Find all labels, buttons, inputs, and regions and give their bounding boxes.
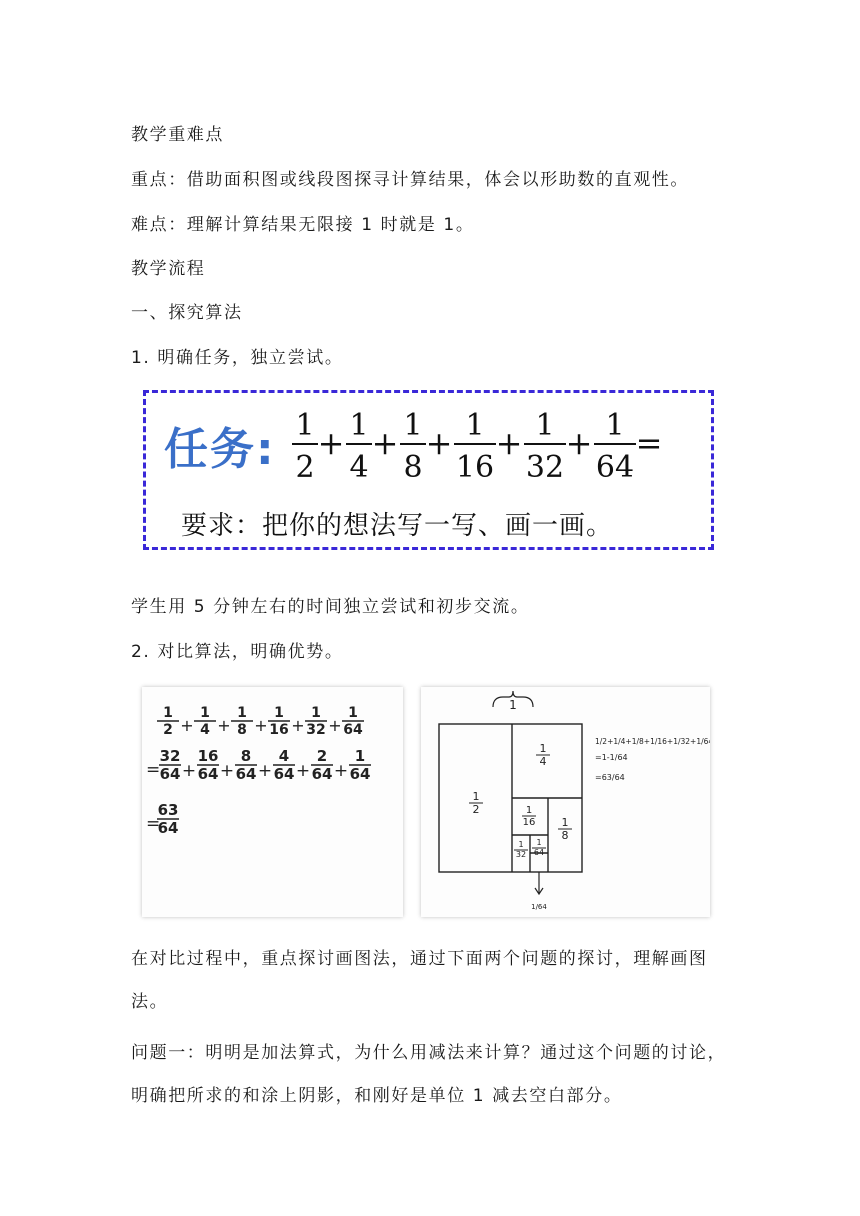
- fraction-numerator: 1: [605, 408, 625, 443]
- fraction-denominator: 32: [525, 450, 565, 483]
- equals-sign: =: [146, 760, 161, 780]
- result-fraction-denominator: 64: [157, 819, 179, 837]
- fraction-numerator: 1: [295, 408, 315, 443]
- row1-fraction-numerator: 1: [311, 705, 321, 721]
- row1-fraction-numerator: 1: [200, 705, 210, 721]
- row1-fraction-numerator: 1: [348, 705, 358, 721]
- compare-paragraph: 在对比过程中，重点探讨画图法，通过下面两个问题的探讨，理解画图法。: [131, 949, 708, 1012]
- difficult-point: 难点：理解计算结果无限接 1 时就是 1。: [131, 215, 475, 235]
- sixteenth-cell-numerator: 1: [525, 805, 533, 816]
- step-one: 1. 明确任务，独立尝试。: [131, 348, 344, 368]
- fraction-numerator: 1: [349, 408, 369, 443]
- handwritten-calculation: [142, 687, 403, 917]
- row1-fraction-denominator: 64: [343, 722, 363, 738]
- row2-fraction-denominator: 64: [349, 765, 371, 783]
- handwritten-area-model: [421, 687, 710, 917]
- fraction-denominator: 4: [349, 450, 369, 483]
- step-two: 2. 对比算法，明确优势。: [131, 642, 344, 662]
- row2-fraction-denominator: 64: [235, 765, 257, 783]
- task-banner: [143, 390, 714, 550]
- eighth-cell-denominator: 8: [561, 829, 569, 842]
- plus-sign: +: [257, 761, 273, 781]
- plus-sign: +: [333, 761, 349, 781]
- arrow-label: 1/64: [531, 903, 547, 911]
- sixty-fourth-cell-numerator: 1: [536, 838, 542, 847]
- side-step-one: =1-1/64: [595, 753, 628, 762]
- half-cell-denominator: 2: [472, 803, 480, 816]
- row2-fraction-numerator: 32: [159, 747, 181, 765]
- half-cell-numerator: 1: [472, 790, 480, 803]
- plus-sign: +: [291, 716, 305, 735]
- student-work-area-model: [421, 687, 710, 917]
- whole-label: 1: [509, 698, 517, 712]
- plus-sign: +: [180, 716, 194, 735]
- row2-fraction-denominator: 64: [159, 765, 181, 783]
- plus-sign: +: [317, 424, 345, 462]
- row2-fraction-numerator: 4: [278, 747, 290, 765]
- student-trial: 学生用 5 分钟左右的时间独立尝试和初步交流。: [131, 597, 530, 617]
- fraction-denominator: 2: [295, 450, 315, 483]
- plus-sign: +: [495, 424, 523, 462]
- row2-fraction-numerator: 8: [240, 747, 252, 765]
- key-point: 重点：借助面积图或线段图探寻计算结果，体会以形助数的直观性。: [131, 170, 689, 190]
- row1-fraction-denominator: 8: [237, 722, 247, 738]
- plus-sign: +: [219, 761, 235, 781]
- row1-fraction-denominator: 32: [306, 722, 326, 738]
- plus-sign: +: [217, 716, 231, 735]
- fraction-numerator: 1: [403, 408, 423, 443]
- plus-sign: +: [425, 424, 453, 462]
- fraction-denominator: 16: [455, 450, 495, 483]
- row1-fraction-denominator: 4: [200, 722, 210, 738]
- thirty-second-cell-denominator: 32: [515, 850, 527, 859]
- plus-sign: +: [254, 716, 268, 735]
- fraction-numerator: 1: [535, 408, 555, 443]
- task-title: 任务:: [164, 424, 276, 475]
- row2-fraction-numerator: 1: [354, 747, 366, 765]
- part-one: 一、探究算法: [131, 303, 243, 323]
- fraction-denominator: 64: [595, 450, 635, 483]
- sixty-fourth-cell-denominator: 64: [533, 848, 545, 857]
- heading-difficulty: 教学重难点: [131, 125, 224, 145]
- fraction-denominator: 8: [403, 450, 423, 483]
- student-work-calculation: [142, 687, 403, 917]
- row2-fraction-numerator: 2: [316, 747, 328, 765]
- sixteenth-cell-denominator: 16: [522, 817, 536, 828]
- row1-fraction-numerator: 1: [274, 705, 284, 721]
- eighth-cell-numerator: 1: [561, 816, 569, 829]
- plus-sign: +: [565, 424, 593, 462]
- side-step-two: =63/64: [595, 773, 625, 782]
- side-expression: 1/2+1/4+1/8+1/16+1/32+1/64: [595, 737, 710, 746]
- row2-fraction-denominator: 64: [311, 765, 333, 783]
- plus-sign: +: [295, 761, 311, 781]
- task-fraction-expression: [284, 403, 704, 483]
- result-fraction-numerator: 63: [157, 801, 179, 819]
- row1-fraction-numerator: 1: [237, 705, 247, 721]
- equals-sign: =: [635, 424, 663, 462]
- row2-fraction-numerator: 16: [197, 747, 219, 765]
- row1-fraction-denominator: 16: [269, 722, 289, 738]
- plus-sign: +: [371, 424, 399, 462]
- row2-fraction-denominator: 64: [197, 765, 219, 783]
- plus-sign: +: [328, 716, 342, 735]
- row2-fraction-denominator: 64: [273, 765, 295, 783]
- equals-sign: =: [146, 814, 161, 834]
- heading-flow: 教学流程: [131, 259, 206, 279]
- row1-fraction-denominator: 2: [163, 722, 173, 738]
- thirty-second-cell-numerator: 1: [518, 840, 524, 849]
- fraction-numerator: 1: [465, 408, 485, 443]
- quarter-cell-numerator: 1: [539, 742, 547, 755]
- plus-sign: +: [181, 761, 197, 781]
- task-requirement: 要求：把你的想法写一写、画一画。: [181, 511, 614, 541]
- row1-fraction-numerator: 1: [163, 705, 173, 721]
- question-one: 问题一：明明是加法算式，为什么用减法来计算？通过这个问题的讨论，明确把所求的和涂上阴影，和刚好是单位 1 减去空白部分。: [131, 1043, 727, 1106]
- quarter-cell-denominator: 4: [539, 755, 547, 768]
